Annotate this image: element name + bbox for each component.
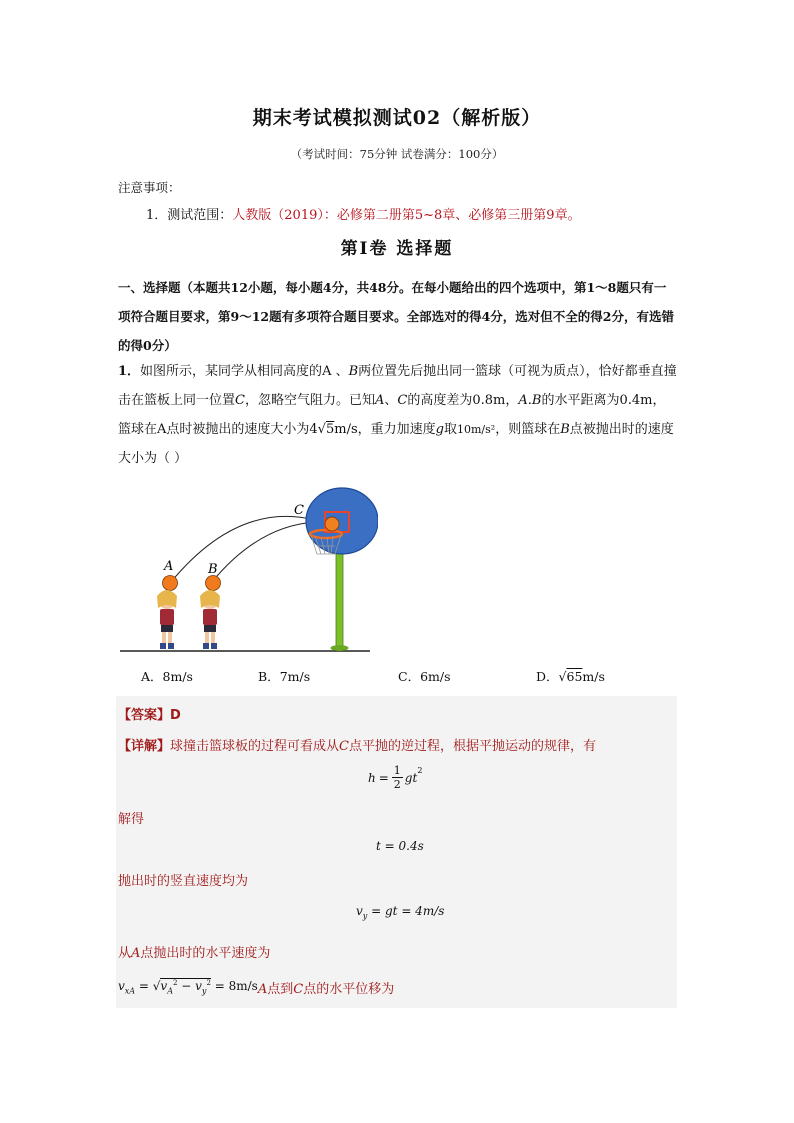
trajectory-a [171,516,315,582]
q-text: ，则篮球在 [495,422,561,437]
eq3-rhs: = gt = 4m/s [367,904,445,918]
section-instructions: 一、选择题（本题共12小题，每小题4分，共48分。在每小题给出的四个选项中，第1～8题只有一项符合题目要求，第9～12题有多项符合题目要求。全部选对的得4分，选对但不全的得2分，有选错的得0分） [118,280,674,353]
exam-info: （考试时间：75分钟 试卷满分：100分） [290,147,504,161]
option-a-text: 8m/s [162,669,193,684]
q-text: 取 [443,422,457,437]
trajectory-b [212,522,315,582]
eq4-r1: v [160,979,168,994]
q-var-ab: A.B [518,393,542,408]
q-text: 、 [384,393,398,408]
answer-label: 【答案】 [118,708,171,723]
detail-line [118,735,596,754]
sqrt-icon: √ [317,422,326,437]
shoe-a [160,643,166,649]
option-b-text: 7m/s [279,669,311,684]
scope-body: 人教版（2019）：必修第二册第5~8章、必修第三册第9章。 [232,208,581,223]
detail-text: 点平抛的逆过程，根据平抛运动的规律，有 [348,739,596,754]
text: 从 [118,946,132,961]
basketball-b [206,576,221,591]
speed-unit: m/s [334,422,358,437]
label-b: B [208,562,218,577]
var-c: C [293,982,304,997]
displacement-text [258,978,394,997]
q-var-b: B [560,422,570,437]
q-text: 、 [331,364,349,379]
hoop-pole [336,546,343,648]
q-var-c: C [235,393,245,408]
shoe-b [203,643,209,649]
shorts-a [161,625,173,632]
eq3-sub: y [362,911,368,921]
g-value: 10m/s² [457,423,496,436]
eq1-numerator: 1 [393,764,401,777]
label-c: C [294,503,304,518]
basketball-at-c [325,517,339,531]
shorts-b [204,625,216,632]
detail-var-c: C [339,739,349,754]
basketball-a [163,576,178,591]
eq1-lhs: h [368,770,376,785]
option-c-text: 6m/s [420,669,451,684]
shirt-a [160,609,174,625]
q-var-g: g [435,422,444,437]
shirt-b [203,609,217,625]
question-number: 1． [118,364,141,379]
pole-base [331,645,349,651]
option-b[interactable] [258,667,310,685]
eq4-radicand: $v_A^2 - v_y^2$ [160,979,211,996]
equation-2: t = 0.4s [376,839,424,853]
sqrt-icon: √ [152,979,161,994]
jiede-label: 解得 [118,812,145,827]
answer-line [118,704,181,723]
equation-1 [368,764,422,791]
option-a[interactable] [141,667,193,685]
eq4-r1-sub: A [167,986,173,996]
eq4-sub: xA [124,986,136,996]
section-title: 第Ⅰ卷 选择题 [340,239,454,259]
q-text: 两位置先后抛出同一篮球（可视为质点），恰好都垂直撞击在篮板上同一位置 [118,364,677,408]
eq3-v: v [356,904,363,918]
student-b [200,576,221,650]
eq1-exponent: 2 [417,766,423,775]
answer-value: D [170,708,181,723]
q-text: 的水平距离为0.4m，篮球在A点时被抛出的速度大小为 [118,393,666,437]
eq4-r2: v [195,979,202,994]
q-text: 点被抛出时的速度大小为（ ） [118,422,674,466]
speed-expression [309,422,357,437]
eq4-rhs: = 8m/s [210,979,258,994]
page-title: 期末考试模拟测试02（解析版） [252,107,542,129]
q-text: 如图所示，某同学从相同高度的 [140,364,323,379]
question-1 [118,357,678,473]
var-a: A [131,946,141,961]
speed-radicand: 5 [325,422,335,437]
backboard [306,488,378,554]
basketball-figure [118,486,378,656]
student-a [157,576,178,650]
option-c[interactable] [398,667,451,685]
eq4-v: v [118,979,125,994]
detail-label: 【详解】 [118,739,171,754]
eq1-fraction [392,764,403,791]
option-c-letter: C． [398,669,421,684]
eq4-r2-sub: y [201,986,207,996]
notice-heading: 注意事项： [118,180,181,195]
text: 点的水平位移为 [303,982,395,997]
text: 点抛出时的水平速度为 [140,946,271,961]
option-d-letter: D． [536,669,559,684]
speed-coefficient: 4 [309,422,318,437]
eq1-denominator: 2 [393,778,401,791]
scope-prefix: 1．测试范围： [146,208,233,223]
horizontal-speed-text [118,942,270,961]
eq1-rhs: gt [404,770,418,785]
q-var-b: B [348,364,359,379]
test-scope [146,204,581,223]
detail-text: 球撞击篮球板的过程可看成从 [170,739,340,754]
option-d-radicand: 65 [566,669,583,684]
option-a-letter: A． [141,669,163,684]
vertical-speed-text: 抛出时的竖直速度均为 [118,874,249,889]
q-var-a: A [374,393,385,408]
label-a: A [164,559,174,574]
text: 点到 [267,982,294,997]
q-text: 的高度差为0.8m， [407,393,519,408]
option-d-text: m/s [582,669,605,684]
equation-4-line [118,978,394,997]
equation-4 [118,979,258,995]
option-b-letter: B． [258,669,280,684]
sqrt-icon: √ [558,669,567,684]
option-d[interactable] [536,667,605,685]
eq4-equals: = [135,979,153,994]
q-text: ，重力加速度 [357,422,436,437]
q-text: ，忽略空气阻力。已知 [244,393,375,408]
equation-3 [356,904,444,920]
eq1-equals: = [378,770,389,785]
var-a: A [257,982,268,997]
q-var-a: A [322,364,332,379]
q-var-c: C [397,393,408,408]
